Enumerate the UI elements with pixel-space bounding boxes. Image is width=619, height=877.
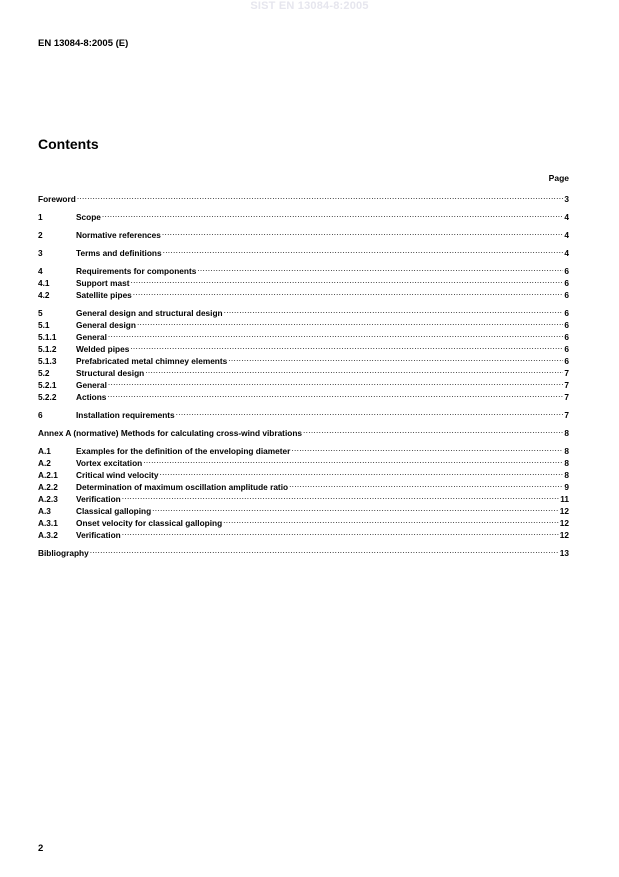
toc-entry-title: Structural design — [76, 368, 145, 378]
toc-dot-leader — [143, 454, 563, 466]
toc-dot-leader — [160, 466, 564, 478]
toc-dot-leader — [130, 274, 563, 286]
toc-dot-leader — [122, 490, 559, 502]
toc-entry-number: 5.1.3 — [38, 356, 57, 366]
toc-entry-title: Actions — [76, 392, 107, 402]
toc-dot-leader — [162, 226, 564, 238]
toc-entry-number: 5.1.2 — [38, 344, 57, 354]
toc-entry-number: 4.1 — [38, 278, 50, 288]
toc-entry-title: Terms and definitions — [76, 248, 162, 258]
toc-entry-number: 5 — [38, 308, 43, 318]
toc-entry-number: 5.2 — [38, 368, 50, 378]
toc-entry[interactable] — [38, 244, 569, 256]
toc-entry-page: 4 — [564, 230, 569, 240]
toc-entry-title: Foreword — [38, 194, 76, 204]
toc-entry-title: General — [76, 332, 107, 342]
toc-dot-leader — [224, 304, 564, 316]
toc-entry[interactable] — [38, 226, 569, 238]
toc-dot-leader — [122, 526, 559, 538]
toc-entry-page: 7 — [564, 368, 569, 378]
toc-entry-title: Requirements for components — [76, 266, 197, 276]
toc-entry-number: A.3 — [38, 506, 51, 516]
toc-entry-number: A.2.3 — [38, 494, 58, 504]
toc-dot-leader — [291, 442, 563, 454]
toc-entry-title: Satellite pipes — [76, 290, 132, 300]
toc-entry-page: 6 — [564, 320, 569, 330]
toc-entry-title: Annex A (normative) Methods for calculating cross-wind vibrations — [38, 428, 303, 438]
toc-entry-page: 12 — [559, 518, 569, 528]
toc-entry-title: Determination of maximum oscillation amplitude ratio — [76, 482, 289, 492]
toc-entry-title: Onset velocity for classical galloping — [76, 518, 223, 528]
page-number: 2 — [38, 843, 44, 854]
toc-entry-page: 3 — [564, 194, 569, 204]
toc-dot-leader — [289, 478, 563, 490]
toc-dot-leader — [303, 424, 563, 436]
toc-entry-page: 6 — [564, 344, 569, 354]
toc-dot-leader — [137, 316, 563, 328]
toc-entry-number: 4.2 — [38, 290, 50, 300]
toc-entry-page: 4 — [564, 248, 569, 258]
toc-entry-page: 12 — [559, 506, 569, 516]
toc-entry-title: Prefabricated metal chimney elements — [76, 356, 228, 366]
toc-entry[interactable] — [38, 208, 569, 220]
toc-entry-title: General — [76, 380, 107, 390]
toc-entry[interactable] — [38, 262, 569, 274]
toc-dot-leader — [228, 352, 563, 364]
toc-entry-title: General design and structural design — [76, 308, 223, 318]
page-column-header: Page — [548, 173, 569, 183]
toc-dot-leader — [77, 190, 564, 202]
toc-entry-page: 6 — [564, 356, 569, 366]
toc-entry-page: 4 — [564, 212, 569, 222]
toc-dot-leader — [223, 514, 559, 526]
toc-dot-leader — [163, 244, 564, 256]
toc-dot-leader — [102, 208, 563, 220]
toc-entry[interactable] — [38, 328, 569, 340]
toc-entry-number: A.2.1 — [38, 470, 58, 480]
toc-entry-page: 7 — [564, 410, 569, 420]
toc-entry-page: 6 — [564, 266, 569, 276]
toc-dot-leader — [108, 376, 563, 388]
toc-entry-number: A.3.1 — [38, 518, 58, 528]
toc-entry-page: 7 — [564, 392, 569, 402]
toc-entry-number: A.1 — [38, 446, 51, 456]
toc-dot-leader — [108, 328, 563, 340]
toc-dot-leader — [197, 262, 563, 274]
toc-entry-page: 8 — [564, 428, 569, 438]
toc-entry-number: A.3.2 — [38, 530, 58, 540]
toc-entry-page: 6 — [564, 332, 569, 342]
toc-entry-number: 1 — [38, 212, 43, 222]
toc-entry-page: 8 — [564, 470, 569, 480]
toc-entry-title: Bibliography — [38, 548, 89, 558]
toc-entry-page: 6 — [564, 290, 569, 300]
table-of-contents — [38, 190, 569, 556]
toc-entry-title: Normative references — [76, 230, 161, 240]
toc-entry-page: 6 — [564, 308, 569, 318]
toc-dot-leader — [90, 544, 559, 556]
toc-entry-page: 12 — [559, 530, 569, 540]
toc-entry[interactable] — [38, 340, 569, 352]
toc-entry-number: A.2.2 — [38, 482, 58, 492]
toc-dot-leader — [176, 406, 564, 418]
toc-entry-title: Examples for the definition of the enveloping diameter — [76, 446, 291, 456]
toc-entry-page: 9 — [564, 482, 569, 492]
toc-entry-title: Installation requirements — [76, 410, 175, 420]
toc-entry-title: Verification — [76, 530, 121, 540]
toc-entry[interactable] — [38, 388, 569, 400]
toc-entry-number: 2 — [38, 230, 43, 240]
toc-entry[interactable] — [38, 304, 569, 316]
toc-entry-number: 5.2.1 — [38, 380, 57, 390]
toc-entry-page: 8 — [564, 446, 569, 456]
toc-entry-title: Support mast — [76, 278, 130, 288]
toc-entry-page: 7 — [564, 380, 569, 390]
toc-entry[interactable] — [38, 544, 569, 556]
document-id: EN 13084-8:2005 (E) — [38, 38, 129, 49]
toc-entry-title: General design — [76, 320, 136, 330]
toc-entry-number: A.2 — [38, 458, 51, 468]
contents-title: Contents — [38, 136, 99, 152]
toc-entry-page: 13 — [559, 548, 569, 558]
toc-dot-leader — [107, 388, 563, 400]
toc-dot-leader — [130, 340, 563, 352]
toc-entry[interactable] — [38, 424, 569, 436]
toc-entry-number: 4 — [38, 266, 43, 276]
toc-entry-title: Verification — [76, 494, 121, 504]
toc-entry-title: Welded pipes — [76, 344, 130, 354]
toc-dot-leader — [133, 286, 564, 298]
toc-entry[interactable] — [38, 442, 569, 454]
toc-entry-title: Scope — [76, 212, 101, 222]
toc-dot-leader — [145, 364, 563, 376]
toc-entry[interactable] — [38, 190, 569, 202]
toc-dot-leader — [152, 502, 559, 514]
toc-entry[interactable] — [38, 406, 569, 418]
toc-entry-number: 5.1.1 — [38, 332, 57, 342]
toc-entry-title: Critical wind velocity — [76, 470, 159, 480]
watermark: SIST EN 13084-8:2005 — [250, 0, 369, 12]
toc-entry-title: Vortex excitation — [76, 458, 143, 468]
toc-entry-title: Classical galloping — [76, 506, 152, 516]
toc-entry-number: 6 — [38, 410, 43, 420]
toc-entry-number: 3 — [38, 248, 43, 258]
toc-entry-page: 11 — [560, 494, 569, 504]
toc-entry-page: 6 — [564, 278, 569, 288]
toc-entry-number: 5.1 — [38, 320, 50, 330]
toc-entry[interactable] — [38, 376, 569, 388]
toc-entry-number: 5.2.2 — [38, 392, 57, 402]
toc-entry-page: 8 — [564, 458, 569, 468]
